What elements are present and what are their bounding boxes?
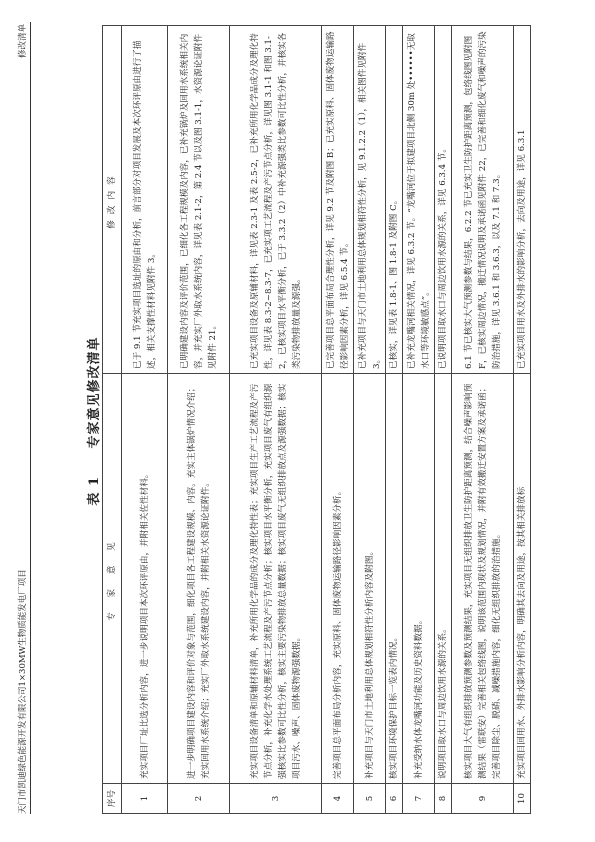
row-number: 5 xyxy=(354,784,386,814)
table-row xyxy=(168,26,230,814)
table-row xyxy=(230,26,322,814)
table-number: 表 1 xyxy=(87,475,102,506)
row-change: 已充实项目设备及原辅材料，详见表 2.3-1 及表 2.5-2，已补充所用化学品成分及理化特性，详见表 8.3-2~8.3-7，已充实项工艺流程及产污节点分析，详见图 3.1-1 和图 3.1-2，已核实项目水平衡分析，已于 3.3.2（2）中补充源强类比参数可比性分析，并核实各类污染物排放量及源强。 xyxy=(230,26,322,374)
row-change: 已于 9.1 节充实项目选址的原由和分析，前言部分对项目发展及本次环评原由进行了描述，相关支撑性材料见附件 3。 xyxy=(122,26,168,374)
table-row xyxy=(403,26,435,814)
row-number: 2 xyxy=(168,784,230,814)
row-change: 已完善项目总平面布局合理性分析，详见 9.2 节及附图 B；已充实原料、固体废物运输路径影响因素分析，详见 6.5.4 节。 xyxy=(322,26,354,374)
row-opinion: 核实项目环境保护目标一览表内情况。 xyxy=(386,374,403,784)
row-change: 已补充龙嘴河相关情况，详见 6.3.2 节。“龙嘴河位于拟建项目北侧 30m 处••••••无取水口等环境敏感点”。 xyxy=(403,26,435,374)
row-change: 已充实项目用水及外排水的影响分析，去向及用途，详见 6.3.1 xyxy=(514,26,531,374)
row-change: 已说明项目取水口与周边饮用水源的关系，详见 6.3.4 节。 xyxy=(435,26,452,374)
row-opinion: 进一步明确项目建设内容和评价对象与范围，细化项目各工程建设规模、内容。充实主体锅炉情况介绍；充实回用水系统介绍；充实厂外取水系统建设内容，并附相关水资源论证附件。 xyxy=(168,374,230,784)
row-opinion: 充实项目回用水、外排水影响分析内容，明确其去向及用途，按其相关排放标 xyxy=(514,374,531,784)
row-opinion: 说明项目取水口与周边饮用水源的关系。 xyxy=(435,374,452,784)
table-title: 专家意见修改清单 xyxy=(87,336,102,449)
row-number: 1 xyxy=(122,784,168,814)
row-number: 10 xyxy=(514,784,531,814)
row-opinion: 充实项目设备清单和原辅材料清单，补充所用化学品的成分及理化特性表；充实项目生产工艺流程及产污节点分析，补充化学水处理系统工艺流程及产污节点分析；核实项目水平衡分析，充实项目废气有组织源强核实比参数可比性分析，核实主要污染物排放总量数据；核实项目废气无组织排放点及源强数据；核实项目污水、噪声、固体废物源强数据。 xyxy=(230,374,322,784)
table-row xyxy=(122,26,168,814)
table-header-row xyxy=(103,26,122,814)
row-change: 已补充项目与天门市土地利用总体规划相符性分析，见 9.1.2.2（1），相关图件见附件 3。 xyxy=(354,26,386,374)
row-number: 8 xyxy=(435,784,452,814)
table-row xyxy=(514,26,531,814)
row-opinion: 补充受纳水体龙嘴河功能及历史资料数据。 xyxy=(403,374,435,784)
row-opinion: 完善项目总平面布局分析内容，充实原料、固体废物运输路径影响因素分析。 xyxy=(322,374,354,784)
row-number: 6 xyxy=(386,784,403,814)
table-caption xyxy=(83,0,102,842)
table-row xyxy=(435,26,452,814)
revision-table xyxy=(102,25,531,814)
column-header-opinion: 专 家 意 见 xyxy=(103,374,122,784)
table-row xyxy=(386,26,403,814)
column-header-seq: 序号 xyxy=(103,784,122,814)
row-opinion: 补充项目与天门市土地利用总体规划相符性分析内容及附图。 xyxy=(354,374,386,784)
table-row xyxy=(354,26,386,814)
row-change: 6.1 节已核实大气预测参数与结果，6.2.2 节已充实卫生防护距离预测，包络线图见附图 F，已核实周边情况，搬迁情况说明及承诺函见附件 22，已完善和细化废气和噪声的污染防治措施，详见 3.6.1 和 3.6.3，以及 7.1 和 7.3。 xyxy=(452,26,514,374)
table-row xyxy=(322,26,354,814)
row-number: 9 xyxy=(452,784,514,814)
row-opinion: 充实项目厂址比选分析内容，进一步说明项目本次环评原由，并附相关佐性材料。 xyxy=(122,374,168,784)
column-header-change: 修改内容 xyxy=(103,26,122,374)
row-change: 已明确建设内容及评价范围，已细化各工程规模及内容，已补充锅炉及回用水系统相关内容，并充实厂外取水系统内容，详见表 2.1-2，第 2.4 节以及图 3.1-1，水资源论证附件见附件 21。 xyxy=(168,26,230,374)
header-rule xyxy=(30,22,31,814)
row-change: 已核实，详见表 1.8-1、图 1.8-1 及附图 C。 xyxy=(386,26,403,374)
row-number: 7 xyxy=(403,784,435,814)
row-number: 3 xyxy=(230,784,322,814)
row-number: 4 xyxy=(322,784,354,814)
header-section-name: 修改清单 xyxy=(18,24,28,59)
table-row xyxy=(452,26,514,814)
header-project-name: 天门市凯迪绿色能源开发有限公司1×30MW生物质能发电厂项目 xyxy=(18,569,28,814)
row-opinion: 核实项目大气有组织排放预测参数及预测结果，充实项目无组织排放卫生防护距离预测，结合噪声影响预测结果（雷联安）完善相关包络线图，说明该范围内现状及规划情况，并附有效搬迁安置方案及承诺函；完善项目除尘、脱硝、减噪措施内容，细化无组织排放的治措施。 xyxy=(452,374,514,784)
